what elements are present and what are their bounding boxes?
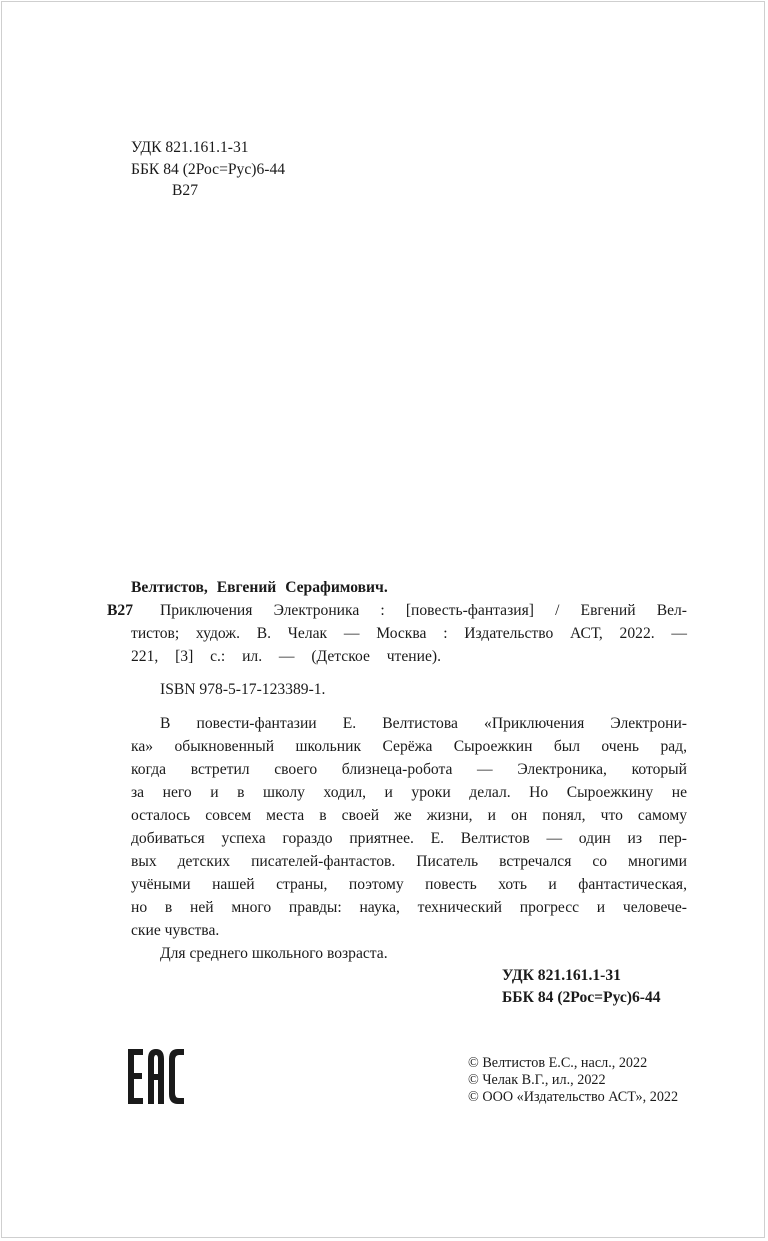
catalog-author: Велтистов, Евгений Серафимович. — [131, 579, 388, 596]
copyright-line-1: © Велтистов Е.С., насл., 2022 — [468, 1055, 648, 1071]
eac-mark-icon — [128, 1049, 184, 1104]
top-bbk: ББК 84 (2Рос=Рус)6-44 — [131, 161, 286, 178]
annotation-line-8: учёными нашей страны, поэтому повесть хоть и фантастическая, — [131, 876, 687, 893]
catalog-title-line-2: тистов; худож. В. Челак — Москва : Издательство АСТ, 2022. — — [131, 625, 687, 642]
bottom-udk: УДК 821.161.1-31 — [502, 967, 621, 984]
bottom-bbk: ББК 84 (2Рос=Рус)6-44 — [502, 989, 661, 1006]
catalog-isbn: ISBN 978-5-17-123389-1. — [160, 681, 326, 698]
annotation-line-9: но в ней много правды: наука, технический прогресс и человече- — [131, 899, 687, 916]
catalog-title-line-1: Приключения Электроника : [повесть-фантазия] / Евгений Вел- — [160, 602, 687, 619]
annotation-line-6: добиваться успеха гораздо приятнее. Е. Велтистов — один из пер- — [131, 830, 687, 847]
annotation-line-2: ка» обыкновенный школьник Серёжа Сыроежкин был очень рад, — [131, 738, 687, 755]
annotation-line-4: за него и в школу ходил, и уроки делал. Но Сыроежкину не — [131, 784, 687, 801]
copyright-line-3: © ООО «Издательство АСТ», 2022 — [468, 1089, 679, 1105]
annotation-audience: Для среднего школьного возраста. — [160, 945, 388, 962]
annotation-line-5: осталось совсем места в своей же жизни, и он понял, что самому — [131, 807, 687, 824]
top-code: В27 — [172, 182, 198, 199]
annotation-line-7: вых детских писателей-фантастов. Писатель встречался со многими — [131, 853, 687, 870]
catalog-title-line-3: 221, [3] с.: ил. — (Детское чтение). — [131, 648, 441, 665]
top-udk: УДК 821.161.1-31 — [131, 139, 249, 156]
catalog-code: В27 — [107, 602, 133, 619]
annotation-last-line: ские чувства. — [131, 922, 220, 939]
annotation-line-1: В повести-фантазии Е. Велтистова «Приключения Электрони- — [160, 715, 687, 732]
copyright-line-2: © Челак В.Г., ил., 2022 — [468, 1072, 606, 1088]
annotation-line-3: когда встретил своего близнеца-робота — Электроника, который — [131, 761, 687, 778]
